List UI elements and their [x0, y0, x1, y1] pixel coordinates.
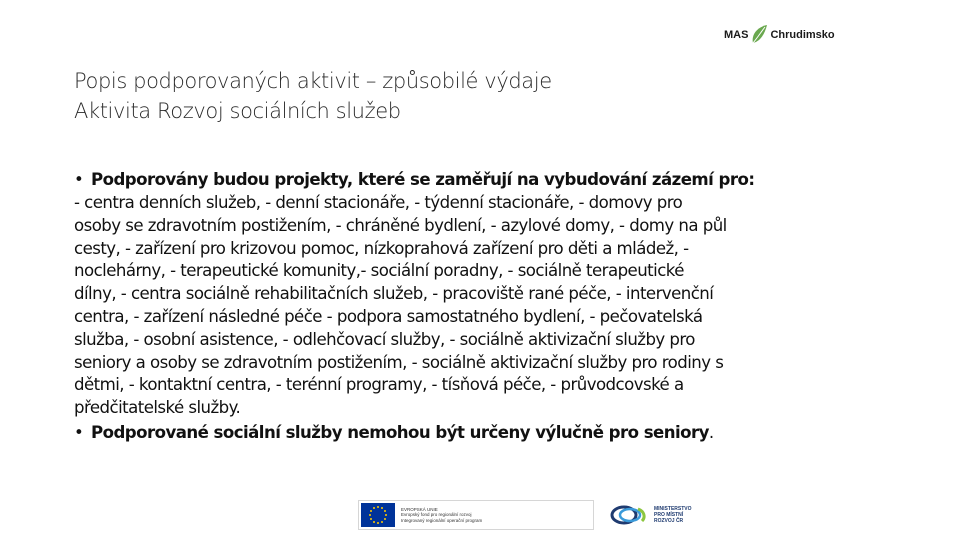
title-line-1: Popis podporovaných aktivit – způsobilé výdaje	[74, 69, 552, 93]
list-line: seniory a osoby se zdravotním postižením, - sociálně aktivizační služby pro rodiny s	[74, 352, 724, 372]
eu-logo	[358, 500, 594, 530]
footer-logos	[358, 500, 692, 530]
list-line: - centra denních služeb, - denní stacionáře, - týdenní stacionáře, - domovy pro	[74, 193, 683, 212]
eu-flag-icon	[361, 503, 395, 527]
mmr-text-line: MINISTERSTVO	[654, 506, 692, 512]
bullet-marker: •	[74, 422, 84, 442]
list-line: osoby se zdravotním postižením, - chráněné bydlení, - azylové domy, - domy na půl	[74, 215, 727, 235]
list-line: předčitatelské služby.	[74, 398, 241, 418]
logo-mas-text: MAS	[724, 29, 749, 41]
facility-list	[74, 192, 894, 420]
mmr-text	[654, 506, 692, 524]
mmr-text-line: ROZVOJ ČR	[654, 518, 684, 524]
bullet-item-2	[74, 421, 894, 444]
mmr-logo	[608, 503, 692, 527]
bullet-text-2: Podporované sociální služby nemohou být určeny výlučně pro seniory	[91, 422, 709, 442]
bullet-item-1	[74, 168, 894, 191]
title-line-2: Aktivita Rozvoj sociálních služeb	[74, 99, 401, 123]
leaf-icon	[749, 23, 769, 47]
eu-text-line: EVROPSKÁ UNIE	[401, 506, 438, 512]
list-line: cesty, - zařízení pro krizovou pomoc, nízkoprahová zařízení pro děti a mládež, -	[74, 238, 689, 258]
mas-logo	[724, 20, 835, 50]
eu-text-line: Evropský fond pro regionální rozvoj	[401, 512, 472, 518]
mmr-emblem-icon	[608, 503, 650, 527]
mmr-text-line: PRO MÍSTNÍ	[654, 512, 684, 518]
list-line: noclehárny, - terapeutické komunity,- sociální poradny, - sociálně terapeutické	[74, 261, 684, 281]
list-line: centra, - zařízení následné péče - podpora samostatného bydlení, - pečovatelská	[74, 306, 703, 326]
slide-body	[74, 168, 894, 444]
eu-text	[401, 507, 482, 524]
list-line: dílny, - centra sociálně rehabilitačních služeb, - pracoviště rané péče, - intervenční	[74, 284, 714, 304]
logo-name-text: Chrudimsko	[770, 29, 835, 41]
bullet-text-1: Podporovány budou projekty, které se zaměřují na vybudování zázemí pro:	[91, 170, 755, 189]
slide-title	[74, 66, 774, 126]
bullet-text-2-end: .	[708, 422, 714, 442]
list-line: dětmi, - kontaktní centra, - terénní programy, - tísňová péče, - průvodcovské a	[74, 375, 684, 395]
list-line: služba, - osobní asistence, - odlehčovací služby, - sociálně aktivizační služby pro	[74, 329, 695, 349]
eu-text-line: Integrovaný regionální operační program	[401, 517, 483, 523]
bullet-marker: •	[74, 170, 84, 189]
